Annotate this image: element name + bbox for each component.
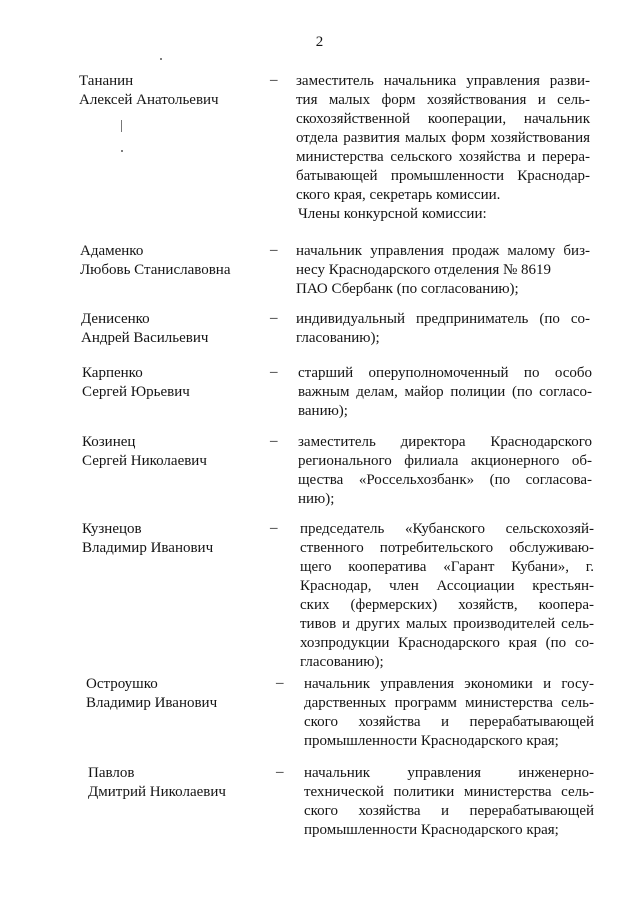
scan-speck: [121, 150, 123, 152]
surname: Остроушко: [86, 676, 158, 692]
position-description: [296, 242, 590, 299]
desc-line: начальник управления инженерно-: [304, 765, 594, 781]
given-names: Сергей Юрьевич: [82, 384, 190, 400]
dash-separator: –: [270, 433, 278, 449]
surname: Адаменко: [80, 243, 144, 259]
surname: Карпенко: [82, 365, 143, 381]
position-description: [300, 520, 594, 672]
surname: Кузнецов: [82, 521, 142, 537]
desc-line: скохозяйственной кооперации, начальник: [296, 111, 590, 127]
dash-separator: –: [270, 310, 278, 326]
given-names: Алексей Анатольевич: [79, 92, 219, 108]
desc-line: промышленности Краснодарского края;: [304, 822, 559, 838]
surname: Денисенко: [81, 311, 150, 327]
desc-line: ских (фермерских) хозяйств, коопера-: [300, 597, 594, 613]
position-description: [296, 310, 590, 348]
desc-line: несу Краснодарского отделения № 8619: [296, 262, 552, 278]
desc-line: ского края, секретарь комиссии.: [296, 187, 501, 203]
surname: Павлов: [88, 765, 135, 781]
position-description: [304, 675, 594, 751]
page-number: 2: [315, 34, 324, 50]
scan-mark: [121, 120, 122, 132]
surname: Тананин: [79, 73, 134, 89]
desc-line: заместитель начальника управления разви-: [296, 73, 590, 89]
dash-separator: –: [276, 764, 284, 780]
desc-line: Краснодар, член Ассоциации крестьян-: [300, 578, 594, 594]
dash-separator: –: [270, 72, 278, 88]
desc-line: нию);: [298, 491, 335, 507]
position-description: [304, 764, 594, 840]
position-description: [298, 433, 592, 509]
dash-separator: –: [270, 364, 278, 380]
desc-line: хозпродукции Краснодарского края (по со-: [300, 635, 594, 651]
desc-line: начальник управления продаж малому биз-: [296, 243, 590, 259]
desc-line: ственного потребительского обслуживаю-: [300, 540, 594, 556]
desc-line: отдела развития малых форм хозяйствования: [296, 130, 590, 146]
given-names: Дмитрий Николаевич: [88, 784, 226, 800]
given-names: Владимир Иванович: [82, 540, 214, 556]
desc-line: промышленности Краснодарского края;: [304, 733, 559, 749]
desc-line: индивидуальный предприниматель (по со-: [296, 311, 590, 327]
desc-line: тивов и других малых производителей сель-: [300, 616, 594, 632]
desc-line: регионального филиала акционерного об-: [298, 453, 592, 469]
desc-line: начальник управления экономики и госу-: [304, 676, 594, 692]
desc-line: ского хозяйства и перерабатывающей: [304, 714, 594, 730]
given-names: Сергей Николаевич: [82, 453, 207, 469]
person-name: [82, 364, 262, 402]
desc-line: щего кооператива «Гарант Кубани», г.: [300, 559, 594, 575]
person-name: [88, 764, 268, 802]
scan-speck: [160, 58, 162, 60]
desc-line: технической политики министерства сель-: [304, 784, 594, 800]
desc-line: дарственных программ министерства сель-: [304, 695, 594, 711]
desc-line: щества «Россельхозбанк» (по согласова-: [298, 472, 592, 488]
desc-line: ПАО Сбербанк (по согласованию);: [296, 281, 519, 297]
desc-line: гласованию);: [300, 654, 384, 670]
person-name: [82, 433, 262, 471]
desc-line: ского хозяйства и перерабатывающей: [304, 803, 594, 819]
person-name: [79, 72, 259, 110]
desc-line: гласованию);: [296, 330, 380, 346]
desc-line: важным делам, майор полиции (по согласо-: [298, 384, 592, 400]
members-heading: Члены конкурсной комиссии:: [298, 206, 487, 222]
person-name: [82, 520, 262, 558]
person-name: [80, 242, 260, 280]
position-description: [298, 364, 592, 421]
given-names: Владимир Иванович: [86, 695, 218, 711]
person-name: [81, 310, 261, 348]
given-names: Андрей Васильевич: [81, 330, 209, 346]
surname: Козинец: [82, 434, 136, 450]
desc-line: председатель «Кубанского сельскохозяй-: [300, 521, 594, 537]
desc-line: батывающей промышленности Краснодар-: [296, 168, 590, 184]
desc-line: министерства сельского хозяйства и перера-: [296, 149, 590, 165]
dash-separator: –: [270, 242, 278, 258]
given-names: Любовь Станиславовна: [80, 262, 231, 278]
desc-line: старший оперуполномоченный по особо: [298, 365, 592, 381]
desc-line: тия малых форм хозяйствования и сель-: [296, 92, 590, 108]
person-name: [86, 675, 266, 713]
position-description: [296, 72, 590, 205]
desc-line: заместитель директора Краснодарского: [298, 434, 592, 450]
dash-separator: –: [276, 675, 284, 691]
desc-line: ванию);: [298, 403, 348, 419]
dash-separator: –: [270, 520, 278, 536]
